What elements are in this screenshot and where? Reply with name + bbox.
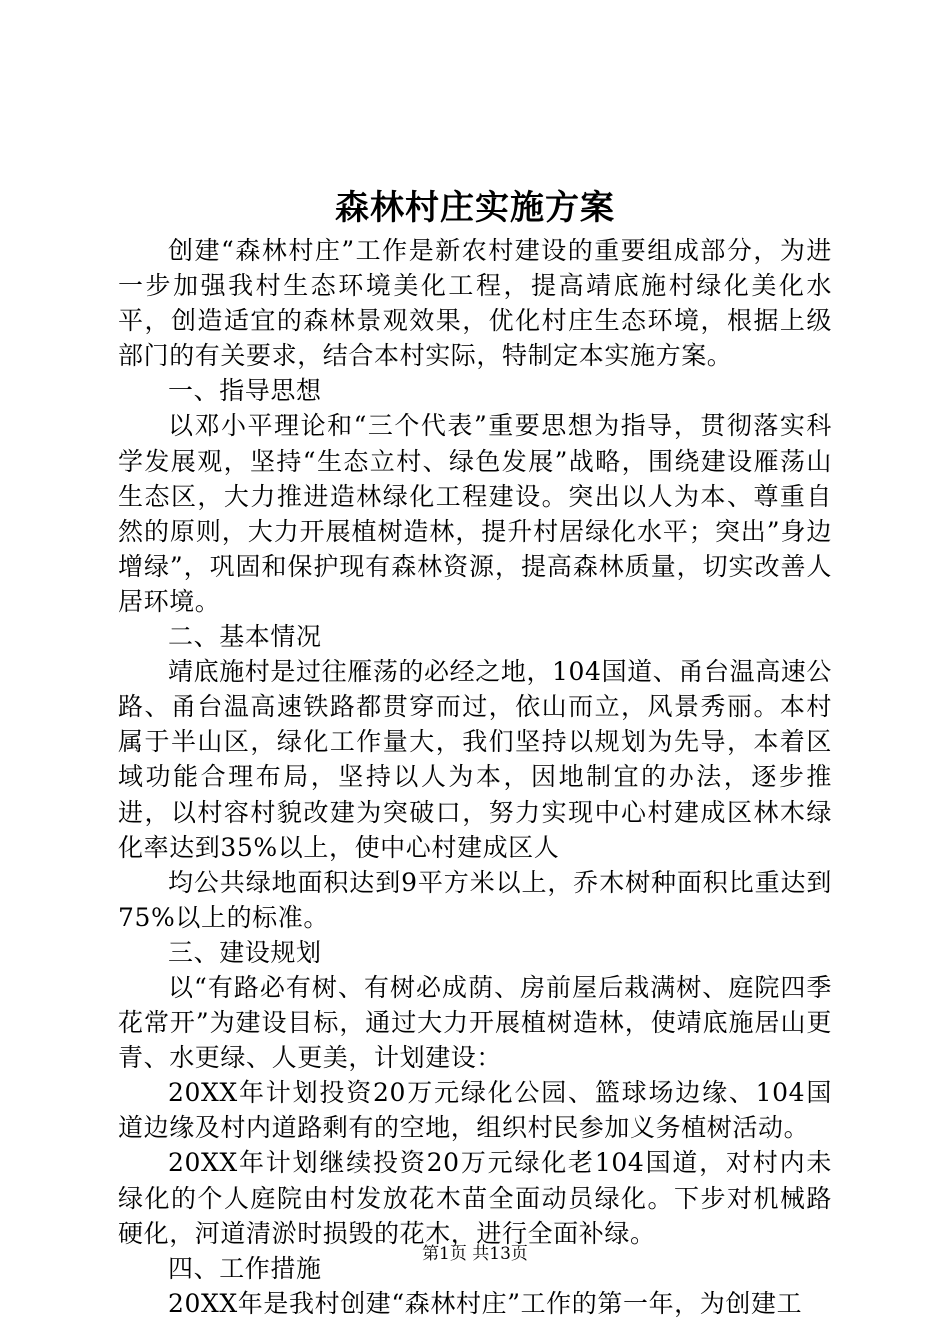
paragraph-guiding-ideology: 以邓小平理论和“三个代表”重要思想为指导，贯彻落实科学发展观，坚持“生态立村、绿色发展”战略，围绕建设雁荡山生态区，大力推进造林绿化工程建设。突出以人为本、尊重自然的原则，大力开展植树造林，提升村居绿化水平；突出”身边增绿”，巩固和保护现有森林资源，提高森林质量，切实改善人居环境。 (118, 411, 832, 616)
section-heading-work-measures: 四、工作措施 (168, 1253, 322, 1283)
paragraph-plan-year-one: 20XX年计划投资20万元绿化公园、篮球场边缘、104国道边缘及村内道路剩有的空地，组织村民参加义务植树活动。 (118, 1078, 832, 1143)
page-number-footer: 第1页 共13页 (422, 1244, 528, 1264)
document-body (118, 233, 832, 1321)
paragraph-basic-situation-continued: 均公共绿地面积达到9平方米以上，乔木树种面积比重达到75%以上的标准。 (118, 867, 832, 932)
section-heading-basic-situation: 二、基本情况 (168, 622, 322, 652)
section-heading-construction-plan: 三、建设规划 (168, 937, 322, 967)
document-title: 森林村庄实施方案 (335, 188, 615, 228)
paragraph-basic-situation: 靖底施村是过往雁荡的必经之地，104国道、甬台温高速公路、甬台温高速铁路都贯穿而过，依山而立，风景秀丽。本村属于半山区，绿化工作量大，我们坚持以规划为先导，本着区域功能合理布局，坚持以人为本，因地制宜的办法，逐步推进，以村容村貌改建为突破口，努力实现中心村建成区林木绿化率达到35%以上，使中心村建成区人 (118, 657, 832, 862)
section-heading-guiding-ideology: 一、指导思想 (168, 376, 322, 406)
paragraph-work-measures: 20XX年是我村创建“森林村庄”工作的第一年，为创建工 (168, 1288, 803, 1318)
paragraph-intro: 创建“森林村庄”工作是新农村建设的重要组成部分，为进一步加强我村生态环境美化工程，提高靖底施村绿化美化水平，创造适宜的森林景观效果，优化村庄生态环境，根据上级部门的有关要求，结合本村实际，特制定本实施方案。 (118, 236, 832, 371)
paragraph-construction-plan: 以“有路必有树、有树必成荫、房前屋后栽满树、庭院四季花常开”为建设目标，通过大力开展植树造林，使靖底施居山更青、水更绿、人更美，计划建设： (118, 972, 832, 1073)
paragraph-plan-year-two: 20XX年计划继续投资20万元绿化老104国道，对村内未绿化的个人庭院由村发放花木苗全面动员绿化。下步对机械路硬化，河道清淤时损毁的花木，进行全面补绿。 (118, 1148, 832, 1248)
